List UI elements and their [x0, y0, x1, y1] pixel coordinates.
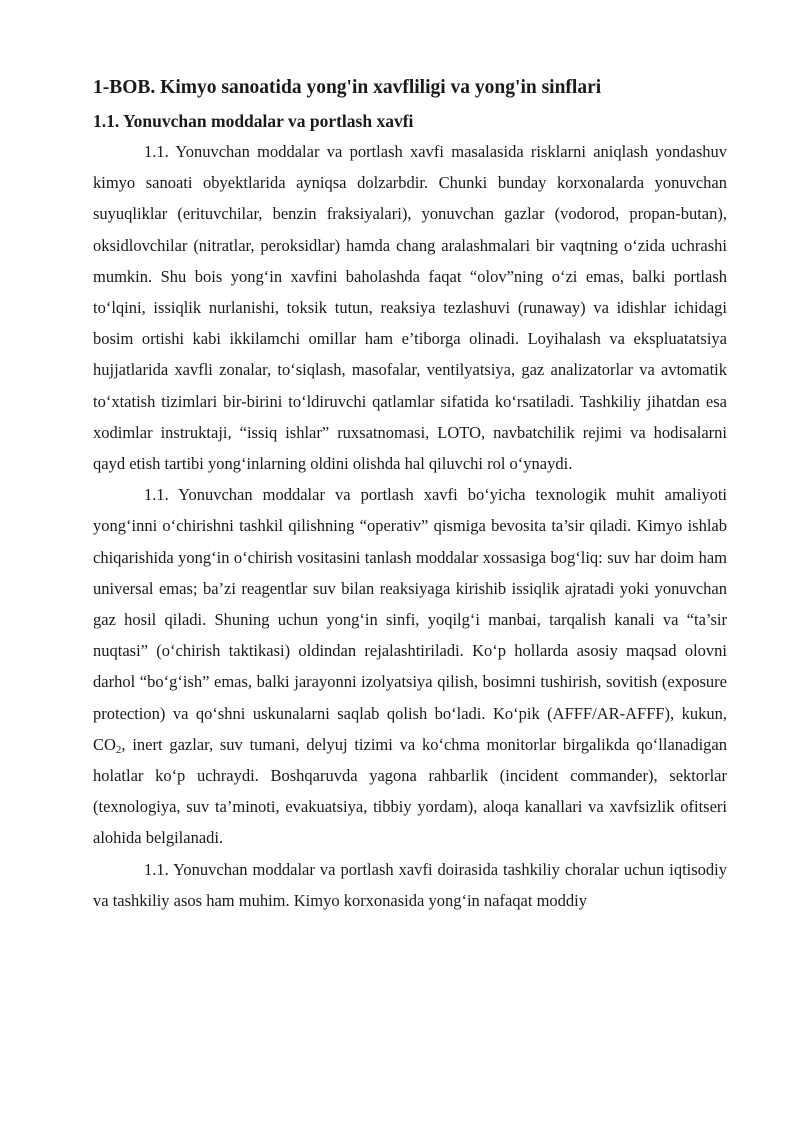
paragraph-2-text-a: 1.1. Yonuvchan moddalar va portlash xavfi bo‘yicha texnologik muhit amaliyoti yong‘inni o‘chirishni tashkil qilishning “operativ” qismiga bevosita ta’sir qiladi. Kimyo ishlab chiqarishida yong‘in o‘chirish vositasini tanlash moddalar xossasiga bog‘liq: suv har doim ham universal emas; ba’zi reagentlar suv bilan reaksiyaga kirishib issiqlik ajratadi yoki yonuvchan gaz hosil qiladi. Shuning uchun yong‘in sinfi, yoqilg‘i manbai, tarqalish kanali va “ta’sir nuqtasi” (o‘chirish taktikasi) oldindan rejalashtiriladi. Ko‘p hollarda asosiy maqsad olovni darhol “bo‘g‘ish” emas, balki jarayonni izolyatsiya qilish, bosimni tushirish, sovitish (exposure protection) va qo‘shni uskunalarni saqlab qolish bo‘ladi. Ko‘pik (AFFF/AR-AFFF), kukun, CO [93, 485, 727, 754]
chapter-title: 1-BOB. Kimyo sanoatida yong'in xavfliligi va yong'in sinflari [93, 77, 602, 98]
paragraph-2-text-b: , inert gazlar, suv tumani, delyuj tizimi va ko‘chma monitorlar birgalikda qo‘llanadigan holatlar ko‘p uchraydi. Boshqaruvda yagona rahbarlik (incident commander), sektorlar (texnologiya, suv ta’minoti, evakuatsiya, tibbiy yordam), aloqa kanallari va xavfsizlik ofitseri alohida belgilanadi. [93, 734, 727, 848]
document-page [93, 74, 727, 916]
paragraph-3: 1.1. Yonuvchan moddalar va portlash xavfi doirasida tashkiliy choralar uchun iqtisodiy va tashkiliy asos ham muhim. Kimyo korxonasida yong‘in nafaqat moddiy [93, 859, 727, 910]
co2-subscript: 2 [115, 743, 122, 756]
paragraph-2 [93, 479, 727, 853]
section-title: 1.1. Yonuvchan moddalar va portlash xavfi [93, 111, 414, 131]
paragraph-1: 1.1. Yonuvchan moddalar va portlash xavfi masalasida risklarni aniqlash yondashuv kimyo sanoati obyektlarida ayniqsa dolzarbdir. Chunki bunday korxonalarda yonuvchan suyuqliklar (erituvchilar, benzin fraksiyalari), yonuvchan gazlar (vodorod, propan-butan), oksidlovchilar (nitratlar, peroksidlar) hamda chang aralashmalari bir vaqtning o‘zida uchrashi mumkin. Shu bois yong‘in xavfini baholashda faqat “olov”ning o‘zi emas, balki portlash to‘lqini, issiqlik nurlanishi, toksik tutun, reaksiya tezlashuvi (runaway) va idishlar ichidagi bosim ortishi kabi ikkilamchi omillar ham e’tiborga olinadi. Loyihalash va ekspluatatsiya hujjatlarida xavfli zonalar, to‘siqlash, masofalar, ventilyatsiya, gaz analizatorlar va avtomatik to‘xtatish tizimlari bir-birini to‘ldiruvchi qatlamlar sifatida ko‘rsatiladi. Tashkiliy jihatdan esa xodimlar instruktaji, “issiq ishlar” ruxsatnomasi, LOTO, navbatchilik rejimi va hodisalarni qayd etish tartibi yong‘inlarning oldini olishda hal qiluvchi rol o‘ynaydi. [93, 142, 727, 474]
